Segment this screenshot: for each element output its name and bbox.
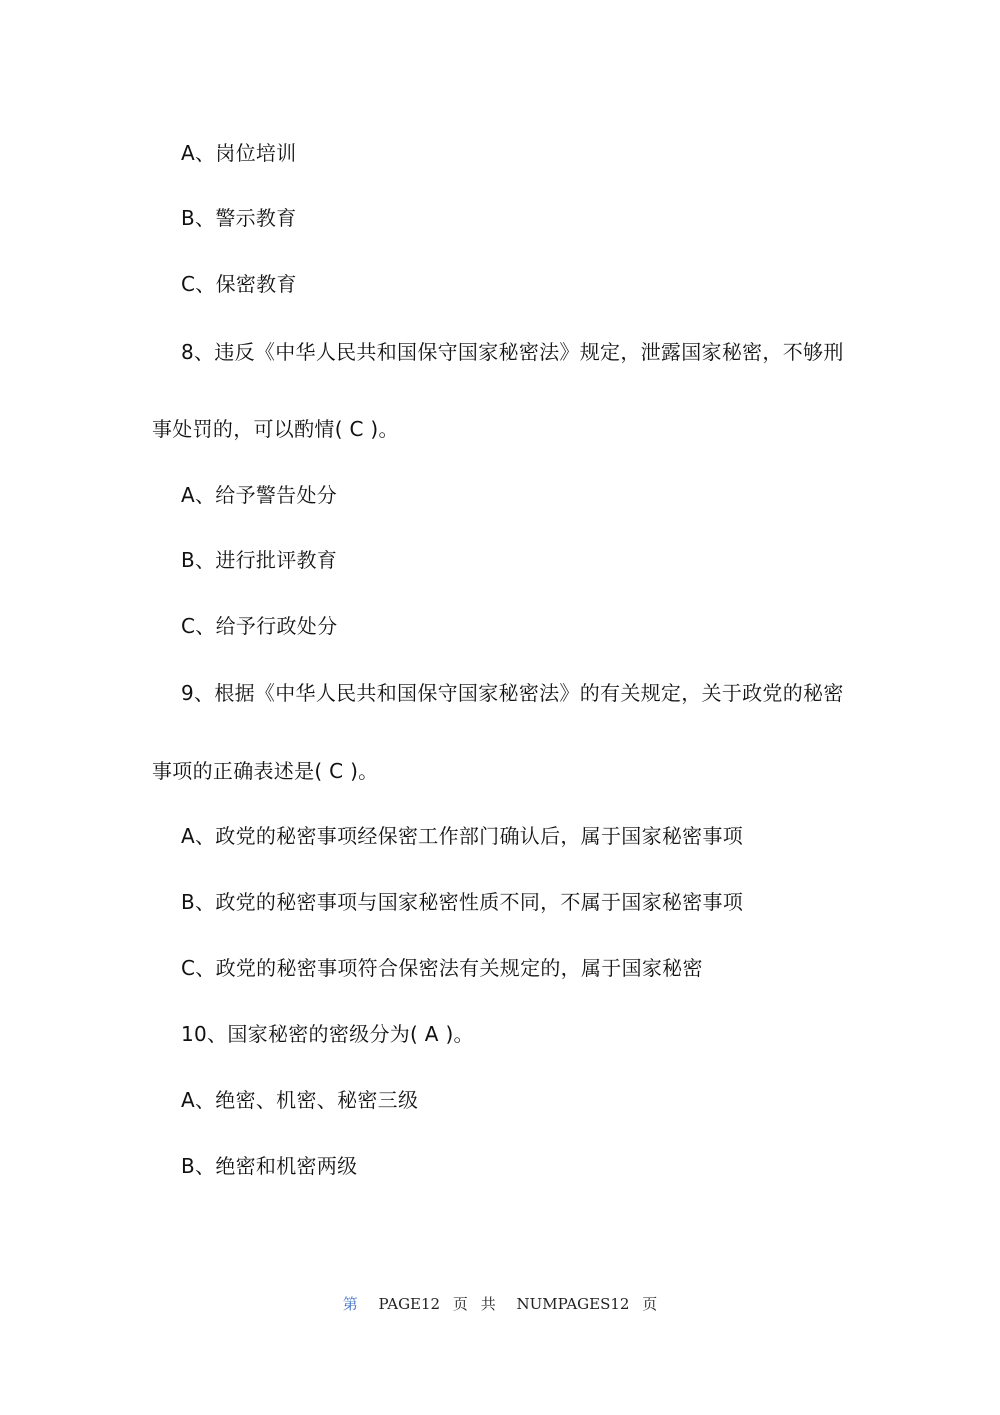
footer-numpages-field: NUMPAGES12 xyxy=(516,1295,630,1313)
footer-page-field: PAGE12 xyxy=(378,1295,441,1313)
footer-gong: 共 xyxy=(480,1295,496,1313)
option-b-q8: B、进行批评教育 xyxy=(181,548,338,572)
footer-ye-1: 页 xyxy=(452,1295,468,1313)
option-c-q7: C、保密教育 xyxy=(181,272,297,296)
option-c-q8: C、给予行政处分 xyxy=(181,614,338,638)
page-footer xyxy=(0,1292,1000,1316)
option-a-q7: A、岗位培训 xyxy=(181,141,297,165)
option-a-q9: A、政党的秘密事项经保密工作部门确认后，属于国家秘密事项 xyxy=(181,824,744,848)
option-c-q9: C、政党的秘密事项符合保密法有关规定的，属于国家秘密 xyxy=(181,956,703,980)
footer-di: 第 xyxy=(342,1295,358,1313)
footer-ye-2: 页 xyxy=(642,1295,658,1313)
option-b-q10: B、绝密和机密两级 xyxy=(181,1154,358,1178)
question-9-line-1: 9、根据《中华人民共和国保守国家秘密法》的有关规定，关于政党的秘密 xyxy=(181,681,844,705)
question-8-line-1: 8、违反《中华人民共和国保守国家秘密法》规定，泄露国家秘密，不够刑 xyxy=(181,340,844,364)
option-a-q10: A、绝密、机密、秘密三级 xyxy=(181,1088,419,1112)
question-9-line-2: 事项的正确表述是( C )。 xyxy=(152,759,379,783)
option-b-q7: B、警示教育 xyxy=(181,206,297,230)
option-a-q8: A、给予警告处分 xyxy=(181,483,338,507)
option-b-q9: B、政党的秘密事项与国家秘密性质不同，不属于国家秘密事项 xyxy=(181,890,744,914)
question-8-line-2: 事处罚的，可以酌情( C )。 xyxy=(152,417,399,441)
question-10: 10、国家秘密的密级分为( A )。 xyxy=(181,1022,474,1046)
